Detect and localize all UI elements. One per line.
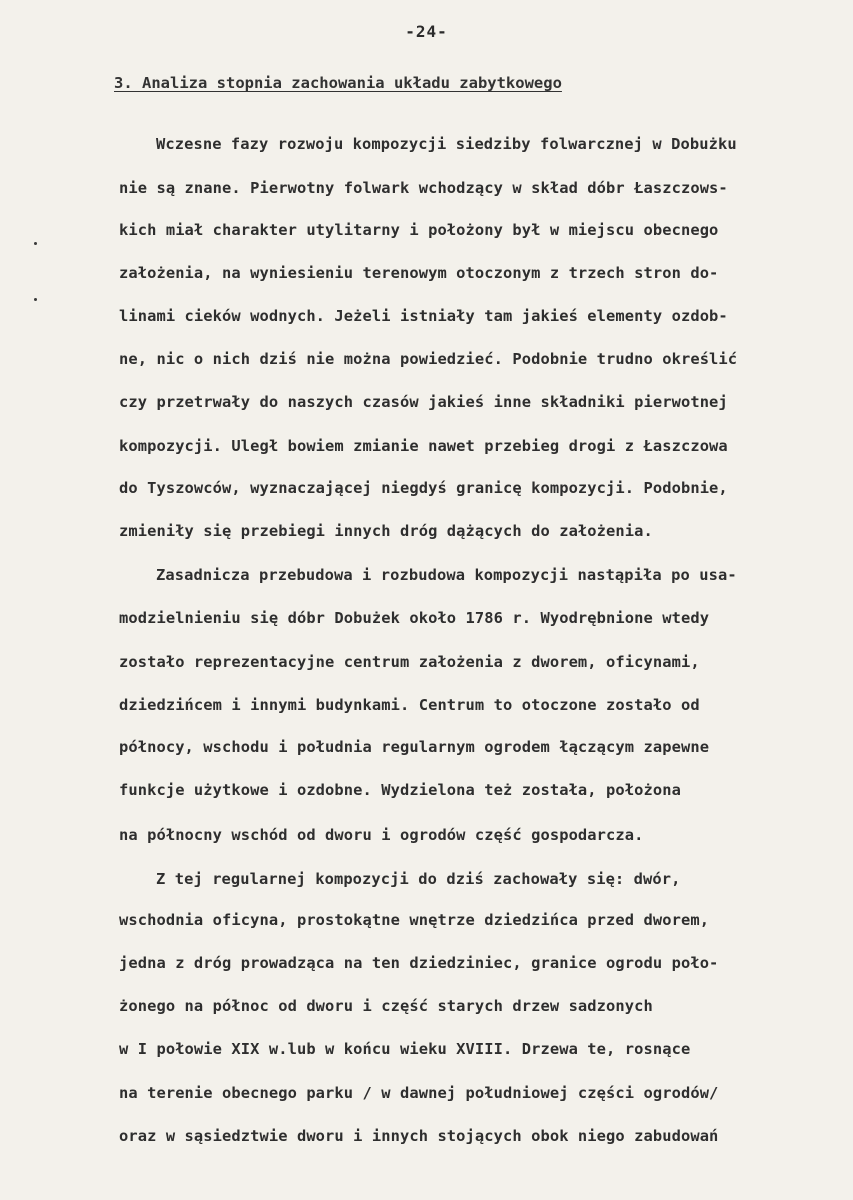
margin-mark bbox=[34, 242, 37, 245]
text-line: zostało reprezentacyjne centrum założenia z dworem, oficynami, bbox=[119, 653, 700, 671]
text-line: Z tej regularnej kompozycji do dziś zachowały się: dwór, bbox=[156, 870, 681, 888]
text-line: kich miał charakter utylitarny i położony był w miejscu obecnego bbox=[119, 221, 719, 239]
text-line: linami cieków wodnych. Jeżeli istniały tam jakieś elementy ozdob- bbox=[119, 307, 728, 325]
text-line: Zasadnicza przebudowa i rozbudowa kompozycji nastąpiła po usa- bbox=[156, 566, 737, 584]
text-line: funkcje użytkowe i ozdobne. Wydzielona też została, położona bbox=[119, 781, 681, 799]
text-line: dziedzińcem i innymi budynkami. Centrum to otoczone zostało od bbox=[119, 696, 700, 714]
text-line: do Tyszowców, wyznaczającej niegdyś granicę kompozycji. Podobnie, bbox=[119, 479, 728, 497]
section-heading: 3. Analiza stopnia zachowania układu zabytkowego bbox=[114, 74, 562, 92]
text-line: nie są znane. Pierwotny folwark wchodzący w skład dóbr Łaszczows- bbox=[119, 179, 728, 197]
text-line: w I połowie XIX w.lub w końcu wieku XVIII. Drzewa te, rosnące bbox=[119, 1040, 691, 1058]
text-line: wschodnia oficyna, prostokątne wnętrze dziedzińca przed dworem, bbox=[119, 911, 710, 929]
text-line: na terenie obecnego parku / w dawnej południowej części ogrodów/ bbox=[119, 1084, 719, 1102]
text-line: na północny wschód od dworu i ogrodów część gospodarcza. bbox=[119, 826, 644, 844]
text-line: oraz w sąsiedztwie dworu i innych stojących obok niego zabudowań bbox=[119, 1127, 719, 1145]
margin-mark bbox=[34, 298, 37, 301]
text-line: jedna z dróg prowadząca na ten dziedziniec, granice ogrodu poło- bbox=[119, 954, 719, 972]
text-line: czy przetrwały do naszych czasów jakieś inne składniki pierwotnej bbox=[119, 393, 728, 411]
text-line: ne, nic o nich dziś nie można powiedzieć. Podobnie trudno określić bbox=[119, 350, 738, 368]
page-number: -24- bbox=[405, 22, 448, 41]
text-line: żonego na północ od dworu i część starych drzew sadzonych bbox=[119, 997, 653, 1015]
text-line: modzielnieniu się dóbr Dobużek około 1786 r. Wyodrębnione wtedy bbox=[119, 609, 710, 627]
text-line: kompozycji. Uległ bowiem zmianie nawet przebieg drogi z Łaszczowa bbox=[119, 437, 728, 455]
text-line: północy, wschodu i południa regularnym ogrodem łączącym zapewne bbox=[119, 738, 710, 756]
text-line: zmieniły się przebiegi innych dróg dążących do założenia. bbox=[119, 522, 653, 540]
text-line: Wczesne fazy rozwoju kompozycji siedziby folwarcznej w Dobużku bbox=[156, 135, 737, 153]
text-line: założenia, na wyniesieniu terenowym otoczonym z trzech stron do- bbox=[119, 264, 719, 282]
